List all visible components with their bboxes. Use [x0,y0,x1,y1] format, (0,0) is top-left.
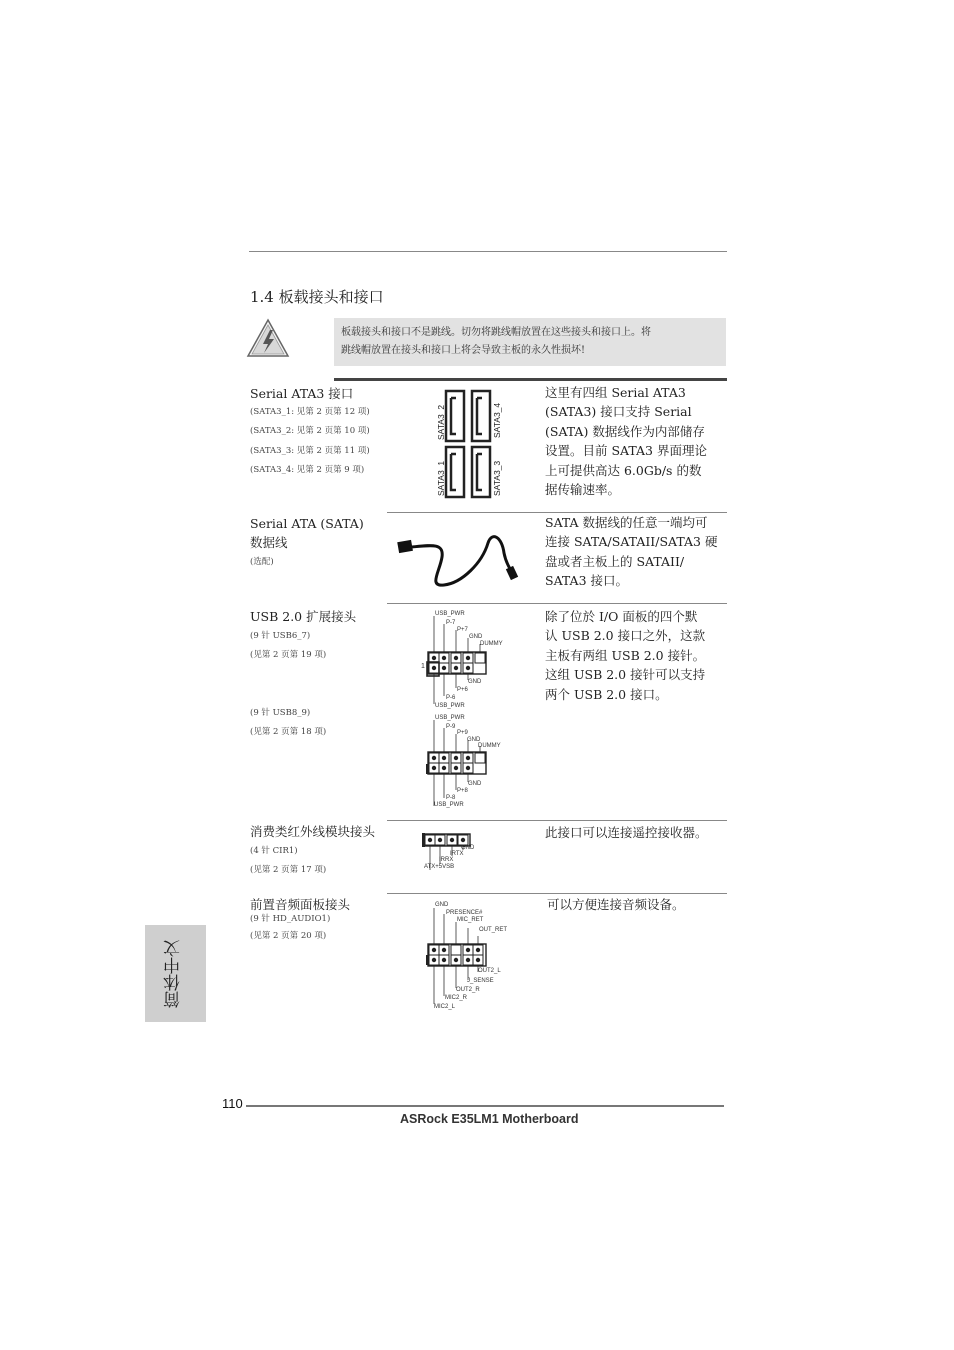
pin-label: GND [467,737,481,743]
sata-notes [250,403,370,481]
pin-label: GND [461,845,475,851]
audio-title: 前置音频面板接头 [250,897,351,912]
audio-notes [250,911,330,944]
cir-note: (4 针 CIR1) [250,846,298,856]
usb89-pin-diagram [424,714,534,814]
pin-label: P+8 [457,788,468,794]
footer-product: ASRock E35LM1 Motherboard [400,1112,579,1126]
sata-label: SATA3_2 [436,404,446,440]
desc-line: 据传输速率。 [545,482,621,498]
desc-line: 两个 USB 2.0 接口。 [545,686,668,702]
footer-rule [246,1105,724,1107]
usb-title: USB 2.0 扩展接头 [250,609,357,624]
pin-label: DUMMY [480,641,503,647]
pin-label: PRESENCE# [446,910,483,916]
sata-connector [472,391,490,441]
desc-line: 盘或者主板上的 SATAII/ [545,553,685,569]
language-tab-label: 简体中文 [164,940,184,1008]
warning-line-2: 跳线帽放置在接头和接口上将会导致主板的永久性损坏! [341,345,586,356]
cir-notes [250,842,326,881]
audio-note: (见第 2 页第 20 项) [250,930,327,941]
warning-text [341,324,651,360]
pin-label: MIC2_L [434,1004,456,1010]
pin-label: ATX+5VSB [424,864,455,870]
usb67-pin-diagram [424,610,534,710]
sata-note: (SATA3_2: 见第 2 页第 10 项) [250,426,370,437]
pin-label: USB_PWR [435,611,465,617]
sata-note: (SATA3_1: 见第 2 页第 12 项) [250,407,370,417]
desc-line: 认 USB 2.0 接口之外，这款 [545,628,706,644]
table-top-rule [334,378,727,381]
pin-label: P-7 [446,620,456,626]
pin-label: OUT2_L [478,968,501,974]
pin-label: USB_PWR [435,715,465,721]
usb-note: (见第 2 页第 18 项) [250,727,327,738]
desc-line: 这组 USB 2.0 接针可以支持 [545,667,706,683]
sata-note: (SATA3_4: 见第 2 页第 9 项) [250,465,365,476]
desc-line: 上可提供高达 6.0Gb/s 的数 [545,462,702,478]
pin-label: IRTX [450,851,464,857]
pin-label: P+7 [457,627,468,633]
usb-note: (见第 2 页第 19 项) [250,650,327,661]
desc-line: 连接 SATA/SATAII/SATA3 硬 [545,534,718,550]
section-title: 1.4 板载接头和接口 [250,288,384,306]
desc-line: SATA3 接口。 [545,573,629,589]
sata-description [545,383,707,499]
cable-description [545,513,717,591]
cir-title: 消费类红外线模块接头 [250,824,376,839]
sata-label: SATA3_3 [492,460,502,496]
desc-line: 这里有四组 Serial ATA3 [545,385,686,400]
sata-title: Serial ATA3 接口 [250,386,354,401]
cir-note: (见第 2 页第 17 项) [250,865,327,876]
pin-label: USB_PWR [434,802,464,808]
warning-line-1: 板载接头和接口不是跳线。切勿将跳线帽放置在这些接头和接口上。将 [341,327,651,338]
usb-description [545,607,705,704]
desc-line: 除了位於 I/O 面板的四个默 [545,609,698,624]
desc-line: (SATA3) 接口支持 Serial [545,404,692,420]
sata-label: SATA3_4 [492,402,502,438]
usb-note: (9 针 USB6_7) [250,631,311,641]
audio-note: (9 针 HD_AUDIO1) [250,914,331,924]
pin-label: GND [468,679,482,685]
sata-connector [472,447,490,497]
sata-connector [446,391,464,441]
row-divider [387,893,727,894]
row-divider [387,820,727,821]
cable-note: (选配) [250,557,274,567]
sata-connector [446,447,464,497]
usb-note: (9 针 USB8_9) [250,708,311,718]
row-divider [387,603,727,604]
pin-label: OUT_RET [479,927,508,933]
sata-cable-image [392,523,522,593]
desc-line: 主板有两组 USB 2.0 接针。 [545,647,706,663]
pin-label: P+9 [457,730,468,736]
pin-label: P-8 [446,795,456,801]
desc-line: SATA 数据线的任意一端均可 [545,515,708,530]
cir-description: 此接口可以连接遥控接收器。 [545,825,708,840]
pin-label: P-9 [446,724,456,730]
sata-label: SATA3_1 [436,460,446,496]
cable-title-line: Serial ATA (SATA) [250,516,364,531]
pin-label: GND [435,902,449,908]
cable-title [250,514,364,553]
pin-label: DUMMY [478,743,501,749]
desc-line: 设置。目前 SATA3 界面理论 [545,443,707,459]
pin-label: OUT2_R [456,987,480,993]
desc-line: (SATA) 数据线作为内部储存 [545,423,705,439]
top-rule [249,251,727,252]
cable-title-line: 数据线 [250,535,288,551]
usb-note-2 [250,704,326,743]
pin-label: MIC2_R [445,995,468,1001]
pin-label: P+6 [457,687,468,693]
pin-label: P-6 [446,695,456,701]
page-number: 110 [222,1096,243,1111]
usb-note-1 [250,627,326,666]
pin-label: GND [469,634,483,640]
sata-note: (SATA3_3: 见第 2 页第 11 项) [250,445,370,456]
audio-description: 可以方便连接音频设备。 [547,897,685,912]
pin-label: J_SENSE [467,978,494,984]
pin-label: GND [468,781,482,787]
pin1-marker: 1 [421,663,425,670]
warning-icon [246,318,290,358]
pin-label: MIC_RET [457,917,484,923]
pin-label: IRRX [439,857,454,863]
pin-label: USB_PWR [435,703,465,709]
